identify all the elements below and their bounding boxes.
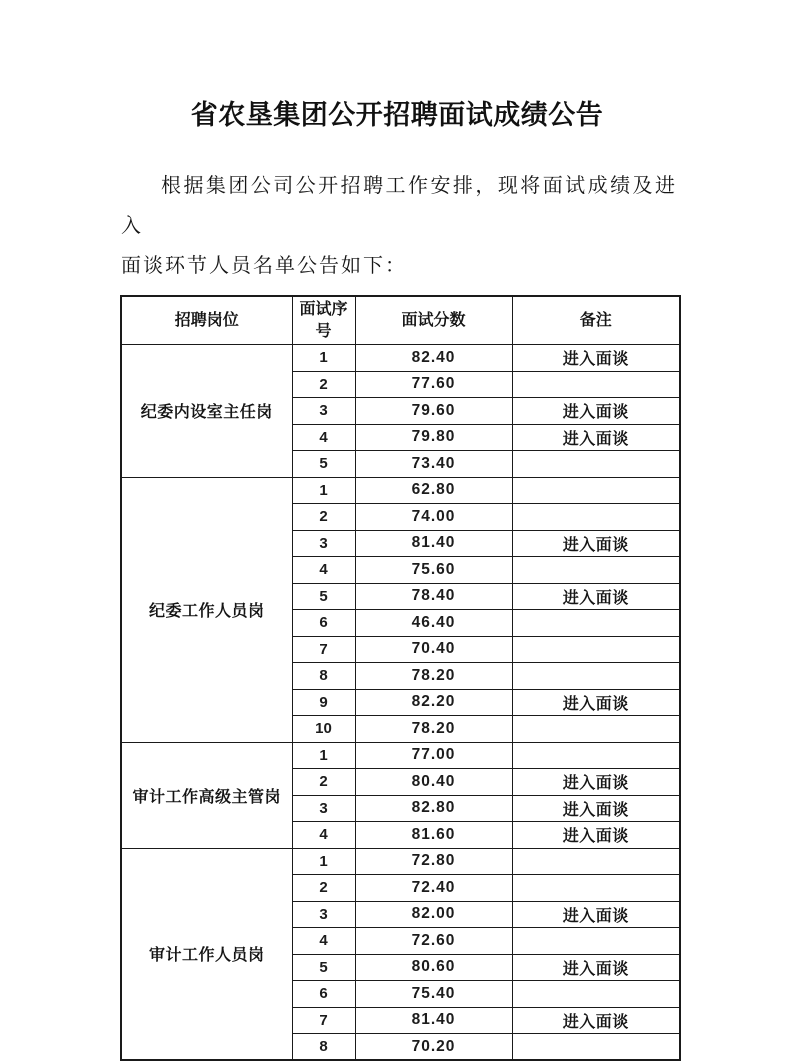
serial-cell: 4 — [292, 822, 355, 849]
remark-cell — [512, 716, 680, 743]
serial-cell: 4 — [292, 557, 355, 584]
header-remark: 备注 — [512, 296, 680, 345]
score-cell: 79.80 — [355, 424, 512, 451]
remark-cell: 进入面谈 — [512, 822, 680, 849]
remark-cell: 进入面谈 — [512, 769, 680, 796]
serial-cell: 3 — [292, 901, 355, 928]
score-cell: 78.40 — [355, 583, 512, 610]
position-cell: 审计工作高级主管岗 — [121, 742, 292, 848]
remark-cell: 进入面谈 — [512, 901, 680, 928]
serial-cell: 6 — [292, 981, 355, 1008]
remark-cell — [512, 451, 680, 478]
score-cell: 81.40 — [355, 530, 512, 557]
remark-cell: 进入面谈 — [512, 795, 680, 822]
score-cell: 82.80 — [355, 795, 512, 822]
serial-cell: 8 — [292, 1034, 355, 1061]
score-cell: 70.40 — [355, 636, 512, 663]
serial-cell: 6 — [292, 610, 355, 637]
remark-cell — [512, 928, 680, 955]
remark-cell — [512, 663, 680, 690]
score-cell: 79.60 — [355, 398, 512, 425]
score-cell: 80.40 — [355, 769, 512, 796]
intro-line-2: 面谈环节人员名单公告如下： — [121, 255, 407, 277]
remark-cell: 进入面谈 — [512, 689, 680, 716]
remark-cell — [512, 848, 680, 875]
serial-cell: 5 — [292, 954, 355, 981]
score-cell: 81.40 — [355, 1007, 512, 1034]
remark-cell: 进入面谈 — [512, 530, 680, 557]
serial-cell: 2 — [292, 504, 355, 531]
score-cell: 78.20 — [355, 716, 512, 743]
remark-cell — [512, 981, 680, 1008]
remark-cell: 进入面谈 — [512, 954, 680, 981]
score-cell: 46.40 — [355, 610, 512, 637]
remark-cell — [512, 504, 680, 531]
serial-cell: 5 — [292, 451, 355, 478]
score-cell: 80.60 — [355, 954, 512, 981]
score-cell: 81.60 — [355, 822, 512, 849]
serial-cell: 10 — [292, 716, 355, 743]
remark-cell: 进入面谈 — [512, 424, 680, 451]
header-position: 招聘岗位 — [121, 296, 292, 345]
remark-cell — [512, 742, 680, 769]
serial-cell: 3 — [292, 398, 355, 425]
page-title: 省农垦集团公开招聘面试成绩公告 — [190, 100, 604, 130]
remark-cell — [512, 557, 680, 584]
serial-cell: 7 — [292, 1007, 355, 1034]
serial-cell: 4 — [292, 424, 355, 451]
score-cell: 62.80 — [355, 477, 512, 504]
position-cell: 纪委工作人员岗 — [121, 477, 292, 742]
remark-cell: 进入面谈 — [512, 583, 680, 610]
score-cell: 75.60 — [355, 557, 512, 584]
serial-cell: 4 — [292, 928, 355, 955]
score-cell: 82.40 — [355, 345, 512, 372]
serial-cell: 1 — [292, 345, 355, 372]
remark-cell — [512, 371, 680, 398]
serial-cell: 3 — [292, 530, 355, 557]
score-cell: 73.40 — [355, 451, 512, 478]
interview-score-table — [120, 295, 681, 1061]
remark-cell: 进入面谈 — [512, 1007, 680, 1034]
score-cell: 70.20 — [355, 1034, 512, 1061]
serial-cell: 3 — [292, 795, 355, 822]
serial-cell: 9 — [292, 689, 355, 716]
position-cell: 审计工作人员岗 — [121, 848, 292, 1060]
serial-cell: 5 — [292, 583, 355, 610]
serial-cell: 1 — [292, 742, 355, 769]
score-cell: 77.00 — [355, 742, 512, 769]
header-interview-score: 面试分数 — [355, 296, 512, 345]
score-cell: 74.00 — [355, 504, 512, 531]
remark-cell — [512, 610, 680, 637]
table-body — [121, 345, 680, 1061]
remark-cell: 进入面谈 — [512, 345, 680, 372]
serial-cell: 2 — [292, 769, 355, 796]
intro-line-1: 根据集团公司公开招聘工作安排，现将面试成绩及进入 — [121, 175, 677, 237]
table-header-row — [121, 296, 680, 345]
score-cell: 82.00 — [355, 901, 512, 928]
score-cell: 82.20 — [355, 689, 512, 716]
remark-cell — [512, 875, 680, 902]
score-cell: 72.40 — [355, 875, 512, 902]
score-cell: 77.60 — [355, 371, 512, 398]
serial-cell: 1 — [292, 848, 355, 875]
table-row — [121, 477, 680, 504]
serial-cell: 7 — [292, 636, 355, 663]
score-cell: 72.80 — [355, 848, 512, 875]
table-row — [121, 345, 680, 372]
serial-cell: 2 — [292, 875, 355, 902]
serial-cell: 8 — [292, 663, 355, 690]
score-cell: 78.20 — [355, 663, 512, 690]
table-row — [121, 742, 680, 769]
remark-cell: 进入面谈 — [512, 398, 680, 425]
table-row — [121, 848, 680, 875]
serial-cell: 2 — [292, 371, 355, 398]
intro-paragraph — [121, 166, 677, 286]
serial-cell: 1 — [292, 477, 355, 504]
remark-cell — [512, 636, 680, 663]
remark-cell — [512, 477, 680, 504]
remark-cell — [512, 1034, 680, 1061]
header-interview-number: 面试序号 — [292, 296, 355, 345]
position-cell: 纪委内设室主任岗 — [121, 345, 292, 478]
score-cell: 75.40 — [355, 981, 512, 1008]
score-cell: 72.60 — [355, 928, 512, 955]
